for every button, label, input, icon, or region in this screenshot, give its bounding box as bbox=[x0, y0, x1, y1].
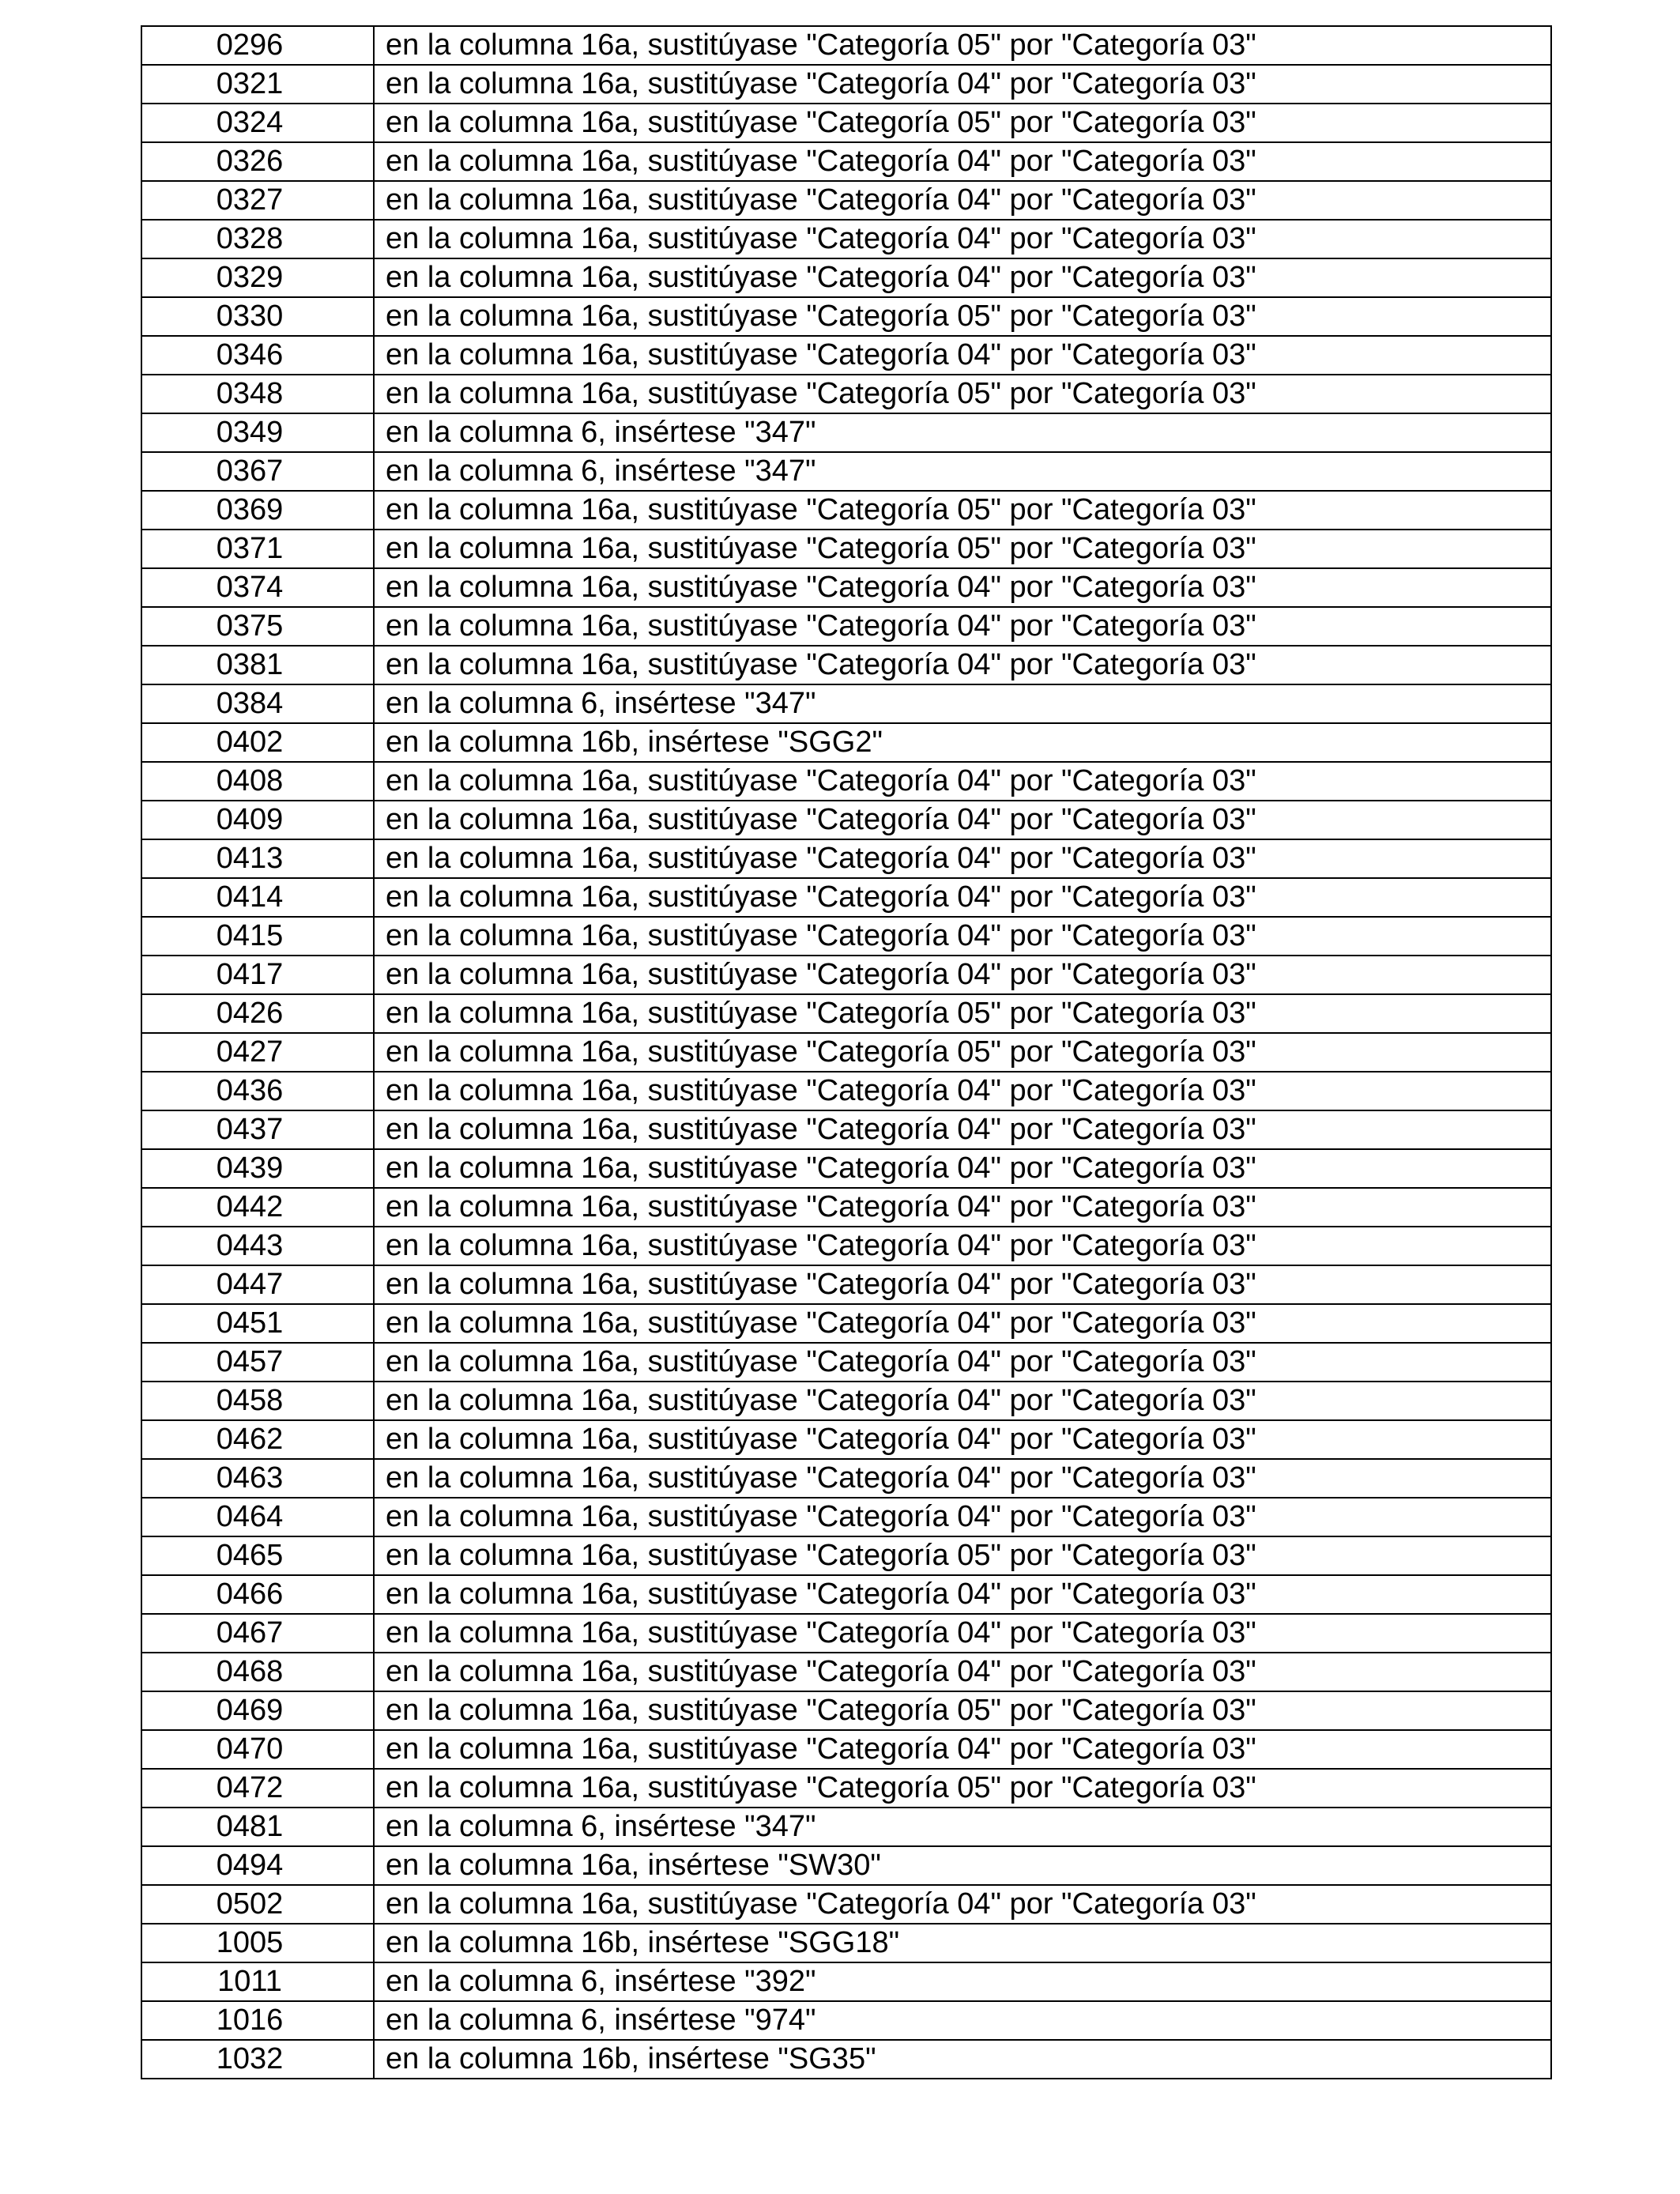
amendment-text-cell: en la columna 16a, sustitúyase "Categoría 04" por "Categoría 03" bbox=[374, 1653, 1551, 1691]
un-number-cell: 0369 bbox=[141, 491, 374, 530]
un-number-cell: 1016 bbox=[141, 2001, 374, 2040]
amendment-text-cell: en la columna 16a, sustitúyase "Categoría 04" por "Categoría 03" bbox=[374, 646, 1551, 684]
table-row bbox=[141, 65, 1551, 104]
un-number-cell: 1032 bbox=[141, 2040, 374, 2079]
un-number-cell: 0348 bbox=[141, 375, 374, 413]
table-row bbox=[141, 839, 1551, 878]
un-number-cell: 0402 bbox=[141, 723, 374, 762]
amendment-text-cell: en la columna 16a, sustitúyase "Categoría 04" por "Categoría 03" bbox=[374, 181, 1551, 220]
un-number-cell: 0346 bbox=[141, 336, 374, 375]
table-row bbox=[141, 1110, 1551, 1149]
table-row bbox=[141, 1575, 1551, 1614]
amendment-text-cell: en la columna 16a, sustitúyase "Categoría 04" por "Categoría 03" bbox=[374, 258, 1551, 297]
amendment-text-cell: en la columna 16a, sustitúyase "Categoría 04" por "Categoría 03" bbox=[374, 1885, 1551, 1924]
amendment-text-cell: en la columna 16a, sustitúyase "Categoría 05" por "Categoría 03" bbox=[374, 375, 1551, 413]
amendment-text-cell: en la columna 16a, sustitúyase "Categoría 04" por "Categoría 03" bbox=[374, 1072, 1551, 1110]
table-row bbox=[141, 762, 1551, 801]
un-number-cell: 0324 bbox=[141, 104, 374, 142]
amendment-text-cell: en la columna 16a, sustitúyase "Categoría 04" por "Categoría 03" bbox=[374, 142, 1551, 181]
amendment-text-cell: en la columna 6, insértese "974" bbox=[374, 2001, 1551, 2040]
amendment-text-cell: en la columna 16a, sustitúyase "Categoría 05" por "Categoría 03" bbox=[374, 994, 1551, 1033]
un-number-cell: 0468 bbox=[141, 1653, 374, 1691]
amendment-text-cell: en la columna 16a, sustitúyase "Categoría 05" por "Categoría 03" bbox=[374, 1536, 1551, 1575]
un-number-cell: 0413 bbox=[141, 839, 374, 878]
table-row bbox=[141, 1962, 1551, 2001]
table-row bbox=[141, 1033, 1551, 1072]
table-row bbox=[141, 1304, 1551, 1343]
amendment-text-cell: en la columna 16a, sustitúyase "Categoría 04" por "Categoría 03" bbox=[374, 878, 1551, 917]
table-row bbox=[141, 1382, 1551, 1420]
un-number-cell: 0321 bbox=[141, 65, 374, 104]
table-row bbox=[141, 1343, 1551, 1382]
amendment-text-cell: en la columna 16a, sustitúyase "Categoría 04" por "Categoría 03" bbox=[374, 1343, 1551, 1382]
un-number-cell: 1005 bbox=[141, 1924, 374, 1962]
amendment-text-cell: en la columna 16a, sustitúyase "Categoría 04" por "Categoría 03" bbox=[374, 336, 1551, 375]
amendment-text-cell: en la columna 16a, insértese "SW30" bbox=[374, 1846, 1551, 1885]
amendment-text-cell: en la columna 16a, sustitúyase "Categoría 04" por "Categoría 03" bbox=[374, 762, 1551, 801]
amendment-text-cell: en la columna 16a, sustitúyase "Categoría 05" por "Categoría 03" bbox=[374, 491, 1551, 530]
amendment-text-cell: en la columna 6, insértese "392" bbox=[374, 1962, 1551, 2001]
table-row bbox=[141, 2001, 1551, 2040]
amendment-text-cell: en la columna 16a, sustitúyase "Categoría 04" por "Categoría 03" bbox=[374, 1149, 1551, 1188]
table-row bbox=[141, 878, 1551, 917]
table-row bbox=[141, 297, 1551, 336]
un-number-cell: 0462 bbox=[141, 1420, 374, 1459]
amendment-text-cell: en la columna 16a, sustitúyase "Categoría 04" por "Categoría 03" bbox=[374, 917, 1551, 956]
amendment-text-cell: en la columna 16b, insértese "SG35" bbox=[374, 2040, 1551, 2079]
table-row bbox=[141, 801, 1551, 839]
un-number-cell: 0417 bbox=[141, 956, 374, 994]
amendments-table bbox=[141, 25, 1552, 2079]
un-number-cell: 0458 bbox=[141, 1382, 374, 1420]
un-number-cell: 0375 bbox=[141, 607, 374, 646]
table-row bbox=[141, 917, 1551, 956]
table-row bbox=[141, 994, 1551, 1033]
un-number-cell: 0469 bbox=[141, 1691, 374, 1730]
table-row bbox=[141, 104, 1551, 142]
amendment-text-cell: en la columna 16a, sustitúyase "Categoría 04" por "Categoría 03" bbox=[374, 1188, 1551, 1227]
un-number-cell: 0464 bbox=[141, 1498, 374, 1536]
table-row bbox=[141, 1769, 1551, 1808]
un-number-cell: 0470 bbox=[141, 1730, 374, 1769]
amendment-text-cell: en la columna 16a, sustitúyase "Categoría 05" por "Categoría 03" bbox=[374, 1769, 1551, 1808]
table-row bbox=[141, 26, 1551, 65]
table-row bbox=[141, 491, 1551, 530]
amendment-text-cell: en la columna 16a, sustitúyase "Categoría 04" por "Categoría 03" bbox=[374, 65, 1551, 104]
table-row bbox=[141, 1730, 1551, 1769]
un-number-cell: 0330 bbox=[141, 297, 374, 336]
un-number-cell: 0349 bbox=[141, 413, 374, 452]
table-row bbox=[141, 1691, 1551, 1730]
un-number-cell: 0409 bbox=[141, 801, 374, 839]
un-number-cell: 0465 bbox=[141, 1536, 374, 1575]
amendment-text-cell: en la columna 16a, sustitúyase "Categoría 05" por "Categoría 03" bbox=[374, 26, 1551, 65]
table-row bbox=[141, 258, 1551, 297]
un-number-cell: 0451 bbox=[141, 1304, 374, 1343]
amendment-text-cell: en la columna 16a, sustitúyase "Categoría 04" por "Categoría 03" bbox=[374, 1420, 1551, 1459]
table-row bbox=[141, 1614, 1551, 1653]
table-row bbox=[141, 375, 1551, 413]
amendment-text-cell: en la columna 16a, sustitúyase "Categoría 05" por "Categoría 03" bbox=[374, 104, 1551, 142]
table-row bbox=[141, 181, 1551, 220]
table-row bbox=[141, 646, 1551, 684]
un-number-cell: 0447 bbox=[141, 1265, 374, 1304]
table-row bbox=[141, 1924, 1551, 1962]
un-number-cell: 0466 bbox=[141, 1575, 374, 1614]
table-row bbox=[141, 1459, 1551, 1498]
un-number-cell: 0326 bbox=[141, 142, 374, 181]
un-number-cell: 0328 bbox=[141, 220, 374, 258]
amendment-text-cell: en la columna 16a, sustitúyase "Categoría 04" por "Categoría 03" bbox=[374, 1227, 1551, 1265]
un-number-cell: 0415 bbox=[141, 917, 374, 956]
un-number-cell: 0467 bbox=[141, 1614, 374, 1653]
amendment-text-cell: en la columna 16a, sustitúyase "Categoría 04" por "Categoría 03" bbox=[374, 220, 1551, 258]
table-row bbox=[141, 568, 1551, 607]
table-row bbox=[141, 1846, 1551, 1885]
amendment-text-cell: en la columna 16a, sustitúyase "Categoría 05" por "Categoría 03" bbox=[374, 1691, 1551, 1730]
un-number-cell: 0414 bbox=[141, 878, 374, 917]
amendment-text-cell: en la columna 16a, sustitúyase "Categoría 04" por "Categoría 03" bbox=[374, 1265, 1551, 1304]
un-number-cell: 1011 bbox=[141, 1962, 374, 2001]
un-number-cell: 0502 bbox=[141, 1885, 374, 1924]
amendment-text-cell: en la columna 16a, sustitúyase "Categoría 04" por "Categoría 03" bbox=[374, 1382, 1551, 1420]
amendment-text-cell: en la columna 16a, sustitúyase "Categoría 04" por "Categoría 03" bbox=[374, 801, 1551, 839]
table-row bbox=[141, 1149, 1551, 1188]
amendment-text-cell: en la columna 16a, sustitúyase "Categoría 05" por "Categoría 03" bbox=[374, 297, 1551, 336]
amendment-text-cell: en la columna 16a, sustitúyase "Categoría 05" por "Categoría 03" bbox=[374, 530, 1551, 568]
table-row bbox=[141, 142, 1551, 181]
amendment-text-cell: en la columna 6, insértese "347" bbox=[374, 1808, 1551, 1846]
un-number-cell: 0481 bbox=[141, 1808, 374, 1846]
un-number-cell: 0494 bbox=[141, 1846, 374, 1885]
table-row bbox=[141, 452, 1551, 491]
un-number-cell: 0439 bbox=[141, 1149, 374, 1188]
amendment-text-cell: en la columna 6, insértese "347" bbox=[374, 413, 1551, 452]
table-row bbox=[141, 1072, 1551, 1110]
amendment-text-cell: en la columna 16a, sustitúyase "Categoría 05" por "Categoría 03" bbox=[374, 1033, 1551, 1072]
un-number-cell: 0384 bbox=[141, 684, 374, 723]
amendment-text-cell: en la columna 16a, sustitúyase "Categoría 04" por "Categoría 03" bbox=[374, 1730, 1551, 1769]
un-number-cell: 0381 bbox=[141, 646, 374, 684]
table-row bbox=[141, 1808, 1551, 1846]
table-row bbox=[141, 1498, 1551, 1536]
amendment-text-cell: en la columna 6, insértese "347" bbox=[374, 452, 1551, 491]
un-number-cell: 0463 bbox=[141, 1459, 374, 1498]
un-number-cell: 0436 bbox=[141, 1072, 374, 1110]
un-number-cell: 0437 bbox=[141, 1110, 374, 1149]
table-row bbox=[141, 607, 1551, 646]
table-row bbox=[141, 723, 1551, 762]
un-number-cell: 0327 bbox=[141, 181, 374, 220]
un-number-cell: 0374 bbox=[141, 568, 374, 607]
amendment-text-cell: en la columna 16a, sustitúyase "Categoría 04" por "Categoría 03" bbox=[374, 1459, 1551, 1498]
table-row bbox=[141, 956, 1551, 994]
amendments-table-body bbox=[141, 26, 1551, 2079]
un-number-cell: 0427 bbox=[141, 1033, 374, 1072]
table-row bbox=[141, 1188, 1551, 1227]
amendment-text-cell: en la columna 16a, sustitúyase "Categoría 04" por "Categoría 03" bbox=[374, 607, 1551, 646]
amendment-text-cell: en la columna 16a, sustitúyase "Categoría 04" por "Categoría 03" bbox=[374, 1110, 1551, 1149]
un-number-cell: 0371 bbox=[141, 530, 374, 568]
amendment-text-cell: en la columna 6, insértese "347" bbox=[374, 684, 1551, 723]
un-number-cell: 0426 bbox=[141, 994, 374, 1033]
amendment-text-cell: en la columna 16a, sustitúyase "Categoría 04" por "Categoría 03" bbox=[374, 1575, 1551, 1614]
amendment-text-cell: en la columna 16b, insértese "SGG2" bbox=[374, 723, 1551, 762]
un-number-cell: 0296 bbox=[141, 26, 374, 65]
table-row bbox=[141, 1536, 1551, 1575]
amendment-text-cell: en la columna 16a, sustitúyase "Categoría 04" por "Categoría 03" bbox=[374, 839, 1551, 878]
table-row bbox=[141, 1885, 1551, 1924]
table-row bbox=[141, 1420, 1551, 1459]
table-row bbox=[141, 336, 1551, 375]
un-number-cell: 0442 bbox=[141, 1188, 374, 1227]
table-row bbox=[141, 684, 1551, 723]
amendment-text-cell: en la columna 16b, insértese "SGG18" bbox=[374, 1924, 1551, 1962]
un-number-cell: 0472 bbox=[141, 1769, 374, 1808]
un-number-cell: 0329 bbox=[141, 258, 374, 297]
amendment-text-cell: en la columna 16a, sustitúyase "Categoría 04" por "Categoría 03" bbox=[374, 1304, 1551, 1343]
amendment-text-cell: en la columna 16a, sustitúyase "Categoría 04" por "Categoría 03" bbox=[374, 1498, 1551, 1536]
un-number-cell: 0408 bbox=[141, 762, 374, 801]
table-row bbox=[141, 1227, 1551, 1265]
amendment-text-cell: en la columna 16a, sustitúyase "Categoría 04" por "Categoría 03" bbox=[374, 956, 1551, 994]
table-row bbox=[141, 1653, 1551, 1691]
amendment-text-cell: en la columna 16a, sustitúyase "Categoría 04" por "Categoría 03" bbox=[374, 568, 1551, 607]
table-row bbox=[141, 1265, 1551, 1304]
table-row bbox=[141, 2040, 1551, 2079]
un-number-cell: 0457 bbox=[141, 1343, 374, 1382]
table-row bbox=[141, 413, 1551, 452]
table-row bbox=[141, 530, 1551, 568]
un-number-cell: 0367 bbox=[141, 452, 374, 491]
amendment-text-cell: en la columna 16a, sustitúyase "Categoría 04" por "Categoría 03" bbox=[374, 1614, 1551, 1653]
table-row bbox=[141, 220, 1551, 258]
un-number-cell: 0443 bbox=[141, 1227, 374, 1265]
